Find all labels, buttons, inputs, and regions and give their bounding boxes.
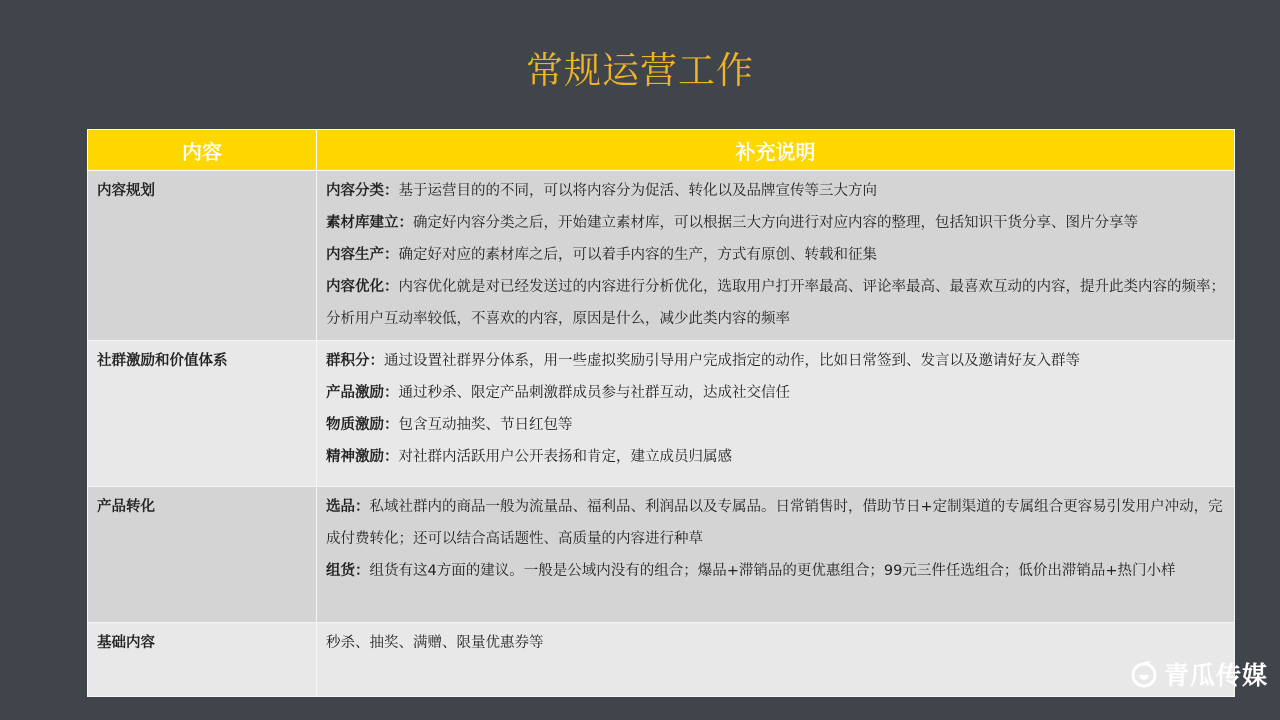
note-key: 物质激励： bbox=[326, 417, 399, 433]
note-key: 产品激励： bbox=[326, 385, 399, 401]
melon-logo-icon bbox=[1130, 660, 1158, 688]
header-notes: 补充说明 bbox=[317, 130, 1235, 171]
note-value: 对社群内活跃用户公开表扬和肯定，建立成员归属感 bbox=[398, 449, 732, 465]
note-value: 内容优化就是对已经发送过的内容进行分析优化，选取用户打开率最高、评论率最高、最喜欢互动的内容，提升此类内容的频率；分析用户互动率较低，不喜欢的内容，原因是什么，减少此类内容的频率 bbox=[326, 279, 1225, 327]
row-label: 社群激励和价值体系 bbox=[88, 341, 317, 487]
row-label: 产品转化 bbox=[88, 487, 317, 623]
note-value: 确定好对应的素材库之后，可以着手内容的生产，方式有原创、转载和征集 bbox=[398, 247, 877, 263]
note-item bbox=[326, 377, 1226, 409]
note-value: 基于运营目的的不同，可以将内容分为促活、转化以及品牌宣传等三大方向 bbox=[398, 183, 877, 199]
brand-logo-text: 青瓜传媒 bbox=[1163, 661, 1268, 690]
note-item bbox=[326, 239, 1226, 271]
note-item bbox=[326, 409, 1226, 441]
note-item bbox=[326, 175, 1226, 207]
note-value: 秒杀、抽奖、满赠、限量优惠券等 bbox=[326, 635, 544, 651]
row-notes bbox=[317, 487, 1235, 623]
note-value: 通过秒杀、限定产品刺激群成员参与社群互动，达成社交信任 bbox=[398, 385, 790, 401]
row-label: 内容规划 bbox=[88, 171, 317, 341]
content-table bbox=[87, 129, 1235, 697]
row-notes bbox=[317, 623, 1235, 697]
note-key: 群积分： bbox=[326, 353, 384, 369]
note-item bbox=[326, 271, 1226, 335]
row-notes bbox=[317, 341, 1235, 487]
note-value: 私域社群内的商品一般为流量品、福利品、利润品以及专属品。日常销售时，借助节日+定制渠道的专属组合更容易引发用户冲动，完成付费转化；还可以结合高话题性、高质量的内容进行种草 bbox=[326, 499, 1223, 547]
row-notes bbox=[317, 171, 1235, 341]
table-row bbox=[88, 341, 1235, 487]
note-item bbox=[326, 555, 1226, 587]
header-content: 内容 bbox=[88, 130, 317, 171]
page-title: 常规运营工作 bbox=[526, 49, 754, 92]
row-label: 基础内容 bbox=[88, 623, 317, 697]
note-key: 选品： bbox=[326, 499, 370, 515]
note-key: 内容生产： bbox=[326, 247, 399, 263]
note-value: 通过设置社群界分体系，用一些虚拟奖励引导用户完成指定的动作，比如日常签到、发言以及邀请好友入群等 bbox=[384, 353, 1080, 369]
note-key: 精神激励： bbox=[326, 449, 399, 465]
note-key: 素材库建立： bbox=[326, 215, 413, 231]
table-row bbox=[88, 171, 1235, 341]
note-value: 包含互动抽奖、节日红包等 bbox=[398, 417, 573, 433]
note-item bbox=[326, 345, 1226, 377]
note-key: 组货： bbox=[326, 563, 370, 579]
note-item bbox=[326, 207, 1226, 239]
note-key: 内容分类： bbox=[326, 183, 399, 199]
note-item bbox=[326, 491, 1226, 555]
note-item bbox=[326, 441, 1226, 473]
note-key: 内容优化： bbox=[326, 279, 399, 295]
table-row bbox=[88, 487, 1235, 623]
note-value: 组货有这4方面的建议。一般是公域内没有的组合；爆品+滞销品的更优惠组合；99元三件任选组合；低价出滞销品+热门小样 bbox=[369, 563, 1176, 579]
note-item bbox=[326, 627, 1226, 659]
brand-logo bbox=[1130, 656, 1268, 692]
table-row bbox=[88, 623, 1235, 697]
table-header-row bbox=[88, 130, 1235, 171]
note-value: 确定好内容分类之后，开始建立素材库，可以根据三大方向进行对应内容的整理，包括知识干货分享、图片分享等 bbox=[413, 215, 1138, 231]
